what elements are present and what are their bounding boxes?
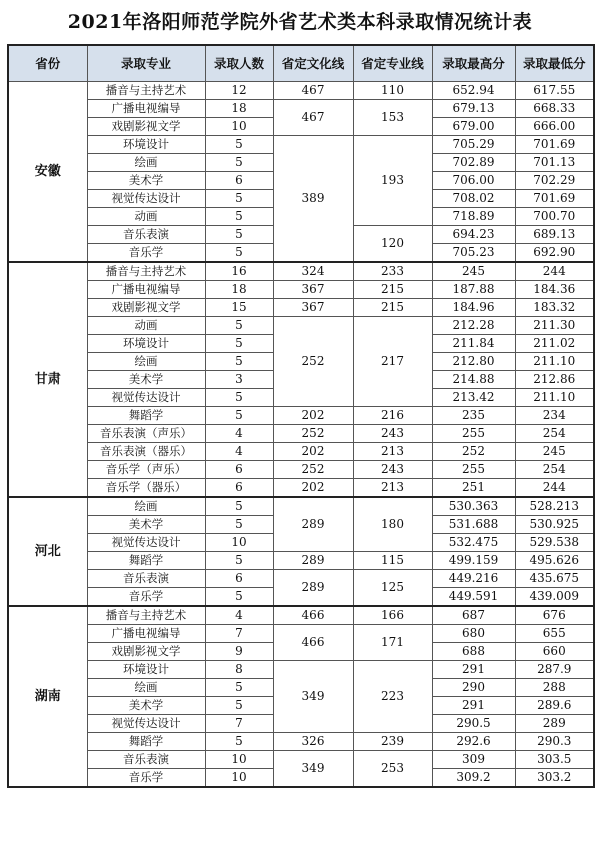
count-cell: 10 xyxy=(205,534,273,552)
max-score-cell: 687 xyxy=(432,606,515,625)
max-score-cell: 708.02 xyxy=(432,190,515,208)
header-major-line: 省定专业线 xyxy=(353,45,432,82)
max-score-cell: 706.00 xyxy=(432,172,515,190)
max-score-cell: 705.29 xyxy=(432,136,515,154)
max-score-cell: 705.23 xyxy=(432,244,515,263)
count-cell: 15 xyxy=(205,299,273,317)
culture-line-cell: 289 xyxy=(273,570,353,607)
major-cell: 环境设计 xyxy=(87,136,205,154)
table-row xyxy=(8,625,594,643)
major-line-cell: 180 xyxy=(353,497,432,552)
min-score-cell: 289 xyxy=(515,715,594,733)
min-score-cell: 495.626 xyxy=(515,552,594,570)
page-title: 2021年洛阳师范学院外省艺术类本科录取情况统计表 xyxy=(67,11,533,33)
culture-line-cell: 289 xyxy=(273,552,353,570)
max-score-cell: 212.28 xyxy=(432,317,515,335)
major-cell: 播音与主持艺术 xyxy=(87,82,205,100)
min-score-cell: 666.00 xyxy=(515,118,594,136)
count-cell: 3 xyxy=(205,371,273,389)
count-cell: 5 xyxy=(205,497,273,516)
culture-line-cell: 367 xyxy=(273,281,353,299)
major-line-cell: 243 xyxy=(353,461,432,479)
count-cell: 4 xyxy=(205,425,273,443)
max-score-cell: 499.159 xyxy=(432,552,515,570)
culture-line-cell: 467 xyxy=(273,100,353,136)
major-cell: 戏剧影视文学 xyxy=(87,299,205,317)
count-cell: 5 xyxy=(205,733,273,751)
min-score-cell: 668.33 xyxy=(515,100,594,118)
min-score-cell: 439.009 xyxy=(515,588,594,607)
min-score-cell: 435.675 xyxy=(515,570,594,588)
major-line-cell: 239 xyxy=(353,733,432,751)
count-cell: 10 xyxy=(205,118,273,136)
max-score-cell: 212.80 xyxy=(432,353,515,371)
max-score-cell: 532.475 xyxy=(432,534,515,552)
major-cell: 音乐学 xyxy=(87,769,205,788)
min-score-cell: 183.32 xyxy=(515,299,594,317)
major-cell: 戏剧影视文学 xyxy=(87,643,205,661)
count-cell: 5 xyxy=(205,226,273,244)
major-cell: 绘画 xyxy=(87,154,205,172)
max-score-cell: 213.42 xyxy=(432,389,515,407)
major-cell: 视觉传达设计 xyxy=(87,190,205,208)
header-min-score: 录取最低分 xyxy=(515,45,594,82)
max-score-cell: 291 xyxy=(432,697,515,715)
header-count: 录取人数 xyxy=(205,45,273,82)
header-major: 录取专业 xyxy=(87,45,205,82)
table-row xyxy=(8,497,594,516)
max-score-cell: 187.88 xyxy=(432,281,515,299)
major-cell: 音乐学（声乐） xyxy=(87,461,205,479)
max-score-cell: 291 xyxy=(432,661,515,679)
max-score-cell: 449.216 xyxy=(432,570,515,588)
min-score-cell: 660 xyxy=(515,643,594,661)
count-cell: 18 xyxy=(205,281,273,299)
min-score-cell: 244 xyxy=(515,262,594,281)
count-cell: 5 xyxy=(205,516,273,534)
major-cell: 动画 xyxy=(87,208,205,226)
province-cell: 湖南 xyxy=(8,606,87,787)
admission-table xyxy=(7,44,595,788)
culture-line-cell: 202 xyxy=(273,479,353,498)
major-cell: 绘画 xyxy=(87,353,205,371)
min-score-cell: 288 xyxy=(515,679,594,697)
header-culture-line: 省定文化线 xyxy=(273,45,353,82)
min-score-cell: 700.70 xyxy=(515,208,594,226)
major-line-cell: 217 xyxy=(353,317,432,407)
table-row xyxy=(8,100,594,118)
table-row xyxy=(8,317,594,335)
count-cell: 5 xyxy=(205,136,273,154)
min-score-cell: 211.10 xyxy=(515,389,594,407)
count-cell: 10 xyxy=(205,769,273,788)
major-cell: 音乐学（器乐） xyxy=(87,479,205,498)
max-score-cell: 252 xyxy=(432,443,515,461)
count-cell: 4 xyxy=(205,606,273,625)
major-cell: 美术学 xyxy=(87,516,205,534)
major-line-cell: 216 xyxy=(353,407,432,425)
min-score-cell: 254 xyxy=(515,461,594,479)
count-cell: 5 xyxy=(205,407,273,425)
count-cell: 6 xyxy=(205,172,273,190)
major-cell: 音乐表演 xyxy=(87,226,205,244)
major-cell: 绘画 xyxy=(87,497,205,516)
count-cell: 4 xyxy=(205,443,273,461)
major-line-cell: 193 xyxy=(353,136,432,226)
major-line-cell: 171 xyxy=(353,625,432,661)
min-score-cell: 528.213 xyxy=(515,497,594,516)
province-cell: 河北 xyxy=(8,497,87,606)
culture-line-cell: 202 xyxy=(273,443,353,461)
count-cell: 7 xyxy=(205,715,273,733)
header-row xyxy=(8,45,594,82)
major-line-cell: 110 xyxy=(353,82,432,100)
count-cell: 5 xyxy=(205,552,273,570)
table-row xyxy=(8,443,594,461)
culture-line-cell: 252 xyxy=(273,317,353,407)
major-cell: 音乐学 xyxy=(87,244,205,263)
max-score-cell: 235 xyxy=(432,407,515,425)
count-cell: 7 xyxy=(205,625,273,643)
major-cell: 播音与主持艺术 xyxy=(87,262,205,281)
count-cell: 10 xyxy=(205,751,273,769)
table-row xyxy=(8,281,594,299)
min-score-cell: 184.36 xyxy=(515,281,594,299)
table-row xyxy=(8,407,594,425)
max-score-cell: 251 xyxy=(432,479,515,498)
major-line-cell: 215 xyxy=(353,281,432,299)
max-score-cell: 255 xyxy=(432,461,515,479)
count-cell: 5 xyxy=(205,190,273,208)
count-cell: 12 xyxy=(205,82,273,100)
major-line-cell: 253 xyxy=(353,751,432,788)
major-cell: 视觉传达设计 xyxy=(87,534,205,552)
table-row xyxy=(8,299,594,317)
culture-line-cell: 367 xyxy=(273,299,353,317)
min-score-cell: 211.02 xyxy=(515,335,594,353)
table-row xyxy=(8,552,594,570)
culture-line-cell: 252 xyxy=(273,425,353,443)
min-score-cell: 689.13 xyxy=(515,226,594,244)
major-cell: 音乐表演（声乐） xyxy=(87,425,205,443)
major-cell: 音乐表演 xyxy=(87,570,205,588)
major-cell: 音乐学 xyxy=(87,588,205,607)
max-score-cell: 531.688 xyxy=(432,516,515,534)
major-line-cell: 215 xyxy=(353,299,432,317)
table-row xyxy=(8,751,594,769)
major-line-cell: 166 xyxy=(353,606,432,625)
count-cell: 5 xyxy=(205,244,273,263)
min-score-cell: 529.538 xyxy=(515,534,594,552)
major-line-cell: 243 xyxy=(353,425,432,443)
max-score-cell: 292.6 xyxy=(432,733,515,751)
major-line-cell: 153 xyxy=(353,100,432,136)
count-cell: 5 xyxy=(205,154,273,172)
major-cell: 绘画 xyxy=(87,679,205,697)
major-cell: 环境设计 xyxy=(87,335,205,353)
count-cell: 8 xyxy=(205,661,273,679)
table-body xyxy=(8,82,594,788)
major-cell: 视觉传达设计 xyxy=(87,389,205,407)
count-cell: 16 xyxy=(205,262,273,281)
min-score-cell: 702.29 xyxy=(515,172,594,190)
max-score-cell: 679.13 xyxy=(432,100,515,118)
table-row xyxy=(8,570,594,588)
table-row xyxy=(8,262,594,281)
culture-line-cell: 467 xyxy=(273,82,353,100)
major-cell: 舞蹈学 xyxy=(87,552,205,570)
table-row xyxy=(8,733,594,751)
max-score-cell: 245 xyxy=(432,262,515,281)
min-score-cell: 254 xyxy=(515,425,594,443)
count-cell: 6 xyxy=(205,479,273,498)
min-score-cell: 617.55 xyxy=(515,82,594,100)
count-cell: 5 xyxy=(205,317,273,335)
major-cell: 广播电视编导 xyxy=(87,281,205,299)
max-score-cell: 211.84 xyxy=(432,335,515,353)
min-score-cell: 701.69 xyxy=(515,136,594,154)
min-score-cell: 303.2 xyxy=(515,769,594,788)
table-row xyxy=(8,425,594,443)
max-score-cell: 449.591 xyxy=(432,588,515,607)
max-score-cell: 688 xyxy=(432,643,515,661)
major-cell: 环境设计 xyxy=(87,661,205,679)
max-score-cell: 214.88 xyxy=(432,371,515,389)
major-line-cell: 213 xyxy=(353,443,432,461)
major-cell: 美术学 xyxy=(87,371,205,389)
culture-line-cell: 466 xyxy=(273,625,353,661)
min-score-cell: 244 xyxy=(515,479,594,498)
count-cell: 5 xyxy=(205,679,273,697)
province-cell: 安徽 xyxy=(8,82,87,263)
max-score-cell: 718.89 xyxy=(432,208,515,226)
count-cell: 5 xyxy=(205,588,273,607)
major-line-cell: 223 xyxy=(353,661,432,733)
major-cell: 美术学 xyxy=(87,172,205,190)
min-score-cell: 289.6 xyxy=(515,697,594,715)
min-score-cell: 692.90 xyxy=(515,244,594,263)
culture-line-cell: 349 xyxy=(273,661,353,733)
culture-line-cell: 324 xyxy=(273,262,353,281)
table-row xyxy=(8,606,594,625)
culture-line-cell: 252 xyxy=(273,461,353,479)
min-score-cell: 701.69 xyxy=(515,190,594,208)
min-score-cell: 530.925 xyxy=(515,516,594,534)
major-cell: 舞蹈学 xyxy=(87,733,205,751)
table-row xyxy=(8,479,594,498)
max-score-cell: 309.2 xyxy=(432,769,515,788)
min-score-cell: 234 xyxy=(515,407,594,425)
min-score-cell: 212.86 xyxy=(515,371,594,389)
min-score-cell: 290.3 xyxy=(515,733,594,751)
max-score-cell: 680 xyxy=(432,625,515,643)
max-score-cell: 530.363 xyxy=(432,497,515,516)
min-score-cell: 701.13 xyxy=(515,154,594,172)
major-cell: 视觉传达设计 xyxy=(87,715,205,733)
major-cell: 广播电视编导 xyxy=(87,100,205,118)
culture-line-cell: 326 xyxy=(273,733,353,751)
max-score-cell: 702.89 xyxy=(432,154,515,172)
major-cell: 播音与主持艺术 xyxy=(87,606,205,625)
min-score-cell: 211.10 xyxy=(515,353,594,371)
count-cell: 6 xyxy=(205,570,273,588)
major-cell: 美术学 xyxy=(87,697,205,715)
count-cell: 18 xyxy=(205,100,273,118)
count-cell: 5 xyxy=(205,208,273,226)
max-score-cell: 679.00 xyxy=(432,118,515,136)
major-cell: 戏剧影视文学 xyxy=(87,118,205,136)
max-score-cell: 290 xyxy=(432,679,515,697)
major-line-cell: 125 xyxy=(353,570,432,607)
province-cell: 甘肃 xyxy=(8,262,87,497)
major-line-cell: 233 xyxy=(353,262,432,281)
max-score-cell: 290.5 xyxy=(432,715,515,733)
culture-line-cell: 289 xyxy=(273,497,353,552)
major-line-cell: 120 xyxy=(353,226,432,263)
min-score-cell: 211.30 xyxy=(515,317,594,335)
major-cell: 音乐表演（器乐） xyxy=(87,443,205,461)
table-row xyxy=(8,82,594,100)
min-score-cell: 655 xyxy=(515,625,594,643)
count-cell: 5 xyxy=(205,353,273,371)
max-score-cell: 652.94 xyxy=(432,82,515,100)
count-cell: 9 xyxy=(205,643,273,661)
min-score-cell: 245 xyxy=(515,443,594,461)
min-score-cell: 287.9 xyxy=(515,661,594,679)
max-score-cell: 694.23 xyxy=(432,226,515,244)
major-cell: 音乐表演 xyxy=(87,751,205,769)
major-cell: 舞蹈学 xyxy=(87,407,205,425)
min-score-cell: 303.5 xyxy=(515,751,594,769)
culture-line-cell: 389 xyxy=(273,136,353,263)
max-score-cell: 184.96 xyxy=(432,299,515,317)
major-cell: 广播电视编导 xyxy=(87,625,205,643)
culture-line-cell: 202 xyxy=(273,407,353,425)
major-line-cell: 115 xyxy=(353,552,432,570)
count-cell: 5 xyxy=(205,389,273,407)
culture-line-cell: 466 xyxy=(273,606,353,625)
header-max-score: 录取最高分 xyxy=(432,45,515,82)
culture-line-cell: 349 xyxy=(273,751,353,788)
count-cell: 5 xyxy=(205,697,273,715)
major-line-cell: 213 xyxy=(353,479,432,498)
major-cell: 动画 xyxy=(87,317,205,335)
header-province: 省份 xyxy=(8,45,87,82)
max-score-cell: 309 xyxy=(432,751,515,769)
max-score-cell: 255 xyxy=(432,425,515,443)
table-row xyxy=(8,661,594,679)
table-row xyxy=(8,461,594,479)
min-score-cell: 676 xyxy=(515,606,594,625)
count-cell: 5 xyxy=(205,335,273,353)
table-row xyxy=(8,136,594,154)
count-cell: 6 xyxy=(205,461,273,479)
